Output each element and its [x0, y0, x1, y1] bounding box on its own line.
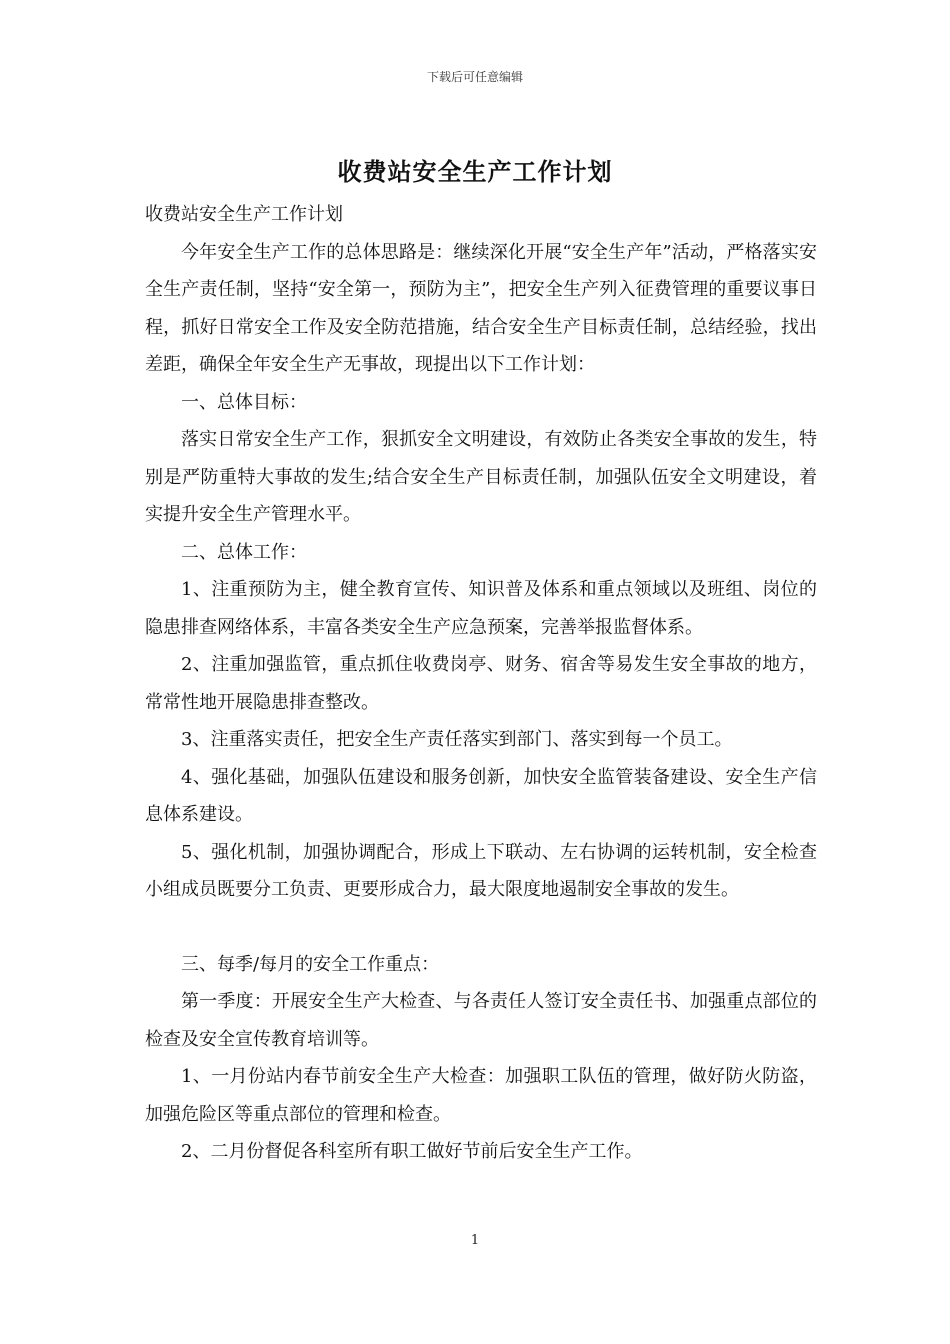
header-note: 下载后可任意编辑: [426, 70, 523, 84]
paragraph-first-quarter: 第一季度：开展安全生产大检查、与各责任人签订安全责任书、加强重点部位的检查及安全宣传教育培训等。: [145, 991, 817, 1050]
paragraph-intro: 今年安全生产工作的总体思路是：继续深化开展“安全生产年”活动，严格落实安全生产责任制，坚持“安全第一，预防为主”，把安全生产列入征费管理的重要议事日程，抓好日常安全工作及安全防范措施，结合安全生产目标责任制，总结经验，找出差距，确保全年安全生产无事故，现提出以下工作计划：: [145, 241, 817, 375]
document-body: [145, 196, 817, 1171]
section-heading-work: 二、总体工作：: [181, 541, 307, 563]
list-item-1: 1、注重预防为主，健全教育宣传、知识普及体系和重点领域以及班组、岗位的隐患排查网络体系，丰富各类安全生产应急预案，完善举报监督体系。: [145, 579, 817, 638]
list-item-5: 5、强化机制，加强协调配合，形成上下联动、左右协调的运转机制，安全检查小组成员既要分工负责、更要形成合力，最大限度地遏制安全事故的发生。: [145, 841, 817, 900]
list-item-2: 2、注重加强监管，重点抓住收费岗亭、财务、宿舍等易发生安全事故的地方，常常性地开展隐患排查整改。: [145, 654, 817, 713]
list-item-3: 3、注重落实责任，把安全生产责任落实到部门、落实到每一个员工。: [181, 729, 733, 750]
list-item-january: 1、一月份站内春节前安全生产大检查：加强职工队伍的管理，做好防火防盗，加强危险区等重点部位的管理和检查。: [145, 1066, 817, 1125]
page-number: 1: [470, 1233, 480, 1248]
subtitle: 收费站安全生产工作计划: [145, 204, 343, 225]
document-title: 收费站安全生产工作计划: [337, 157, 613, 186]
section-heading-quarterly: 三、每季/每月的安全工作重点：: [181, 953, 440, 975]
paragraph-goal: 落实日常安全生产工作，狠抓安全文明建设，有效防止各类安全事故的发生，特别是严防重特大事故的发生;结合安全生产目标责任制，加强队伍安全文明建设，着实提升安全生产管理水平。: [145, 429, 817, 525]
section-heading-goal: 一、总体目标：: [181, 391, 307, 413]
list-item-february: 2、二月份督促各科室所有职工做好节前后安全生产工作。: [181, 1141, 643, 1162]
list-item-4: 4、强化基础，加强队伍建设和服务创新，加快安全监管装备建设、安全生产信息体系建设。: [145, 766, 817, 825]
